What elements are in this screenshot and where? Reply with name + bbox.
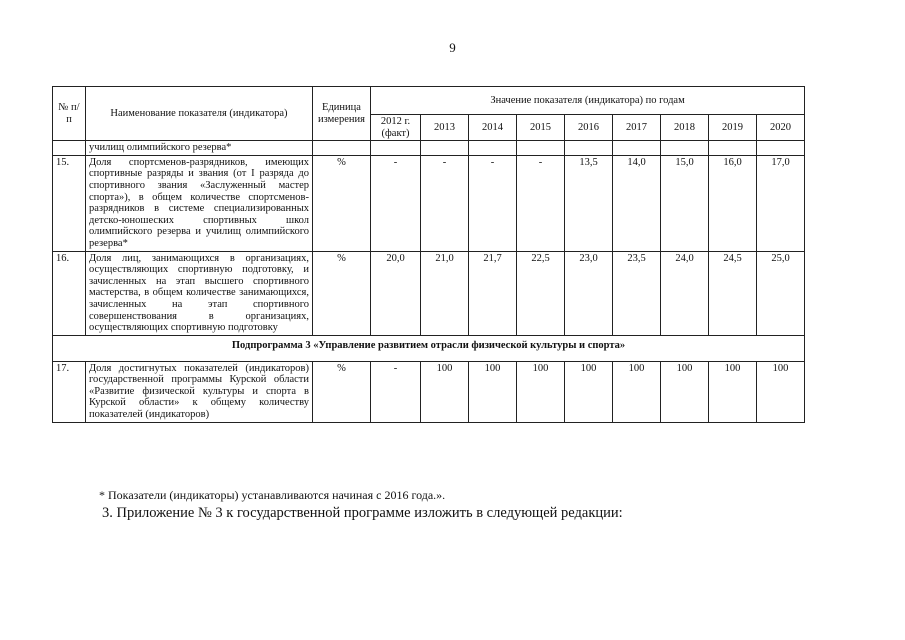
value-cell <box>613 141 661 156</box>
header-unit: Единица измерения <box>313 87 371 141</box>
row-number: 17. <box>53 361 86 422</box>
value-cell <box>371 141 421 156</box>
subprogram-row <box>53 335 805 361</box>
header-year: 2016 <box>565 115 613 141</box>
header-year: 2014 <box>469 115 517 141</box>
value-cell <box>661 141 709 156</box>
header-year: 2013 <box>421 115 469 141</box>
value-cell: 22,5 <box>517 251 565 335</box>
page-number: 9 <box>449 40 456 55</box>
footnote: * Показатели (индикаторы) устанавливаются начиная с 2016 года.». <box>99 488 446 502</box>
value-cell: 24,5 <box>709 251 757 335</box>
row-number: 15. <box>53 155 86 251</box>
unit-cell: % <box>313 361 371 422</box>
unit-cell <box>313 141 371 156</box>
unit-cell: % <box>313 251 371 335</box>
value-cell: 100 <box>613 361 661 422</box>
value-cell: 100 <box>661 361 709 422</box>
table-row <box>53 141 805 156</box>
value-cell: 100 <box>565 361 613 422</box>
value-cell: - <box>469 155 517 251</box>
value-cell <box>757 141 805 156</box>
value-cell: - <box>371 361 421 422</box>
header-year: 2018 <box>661 115 709 141</box>
value-cell: 100 <box>709 361 757 422</box>
value-cell: 100 <box>469 361 517 422</box>
indicators-table <box>52 86 805 423</box>
value-cell: - <box>371 155 421 251</box>
subprogram-heading: Подпрограмма 3 «Управление развитием отрасли физической культуры и спорта» <box>53 335 805 361</box>
instruction-paragraph: 3. Приложение № 3 к государственной программе изложить в следующей редакции: <box>102 505 623 521</box>
value-cell <box>469 141 517 156</box>
table-row <box>53 251 805 335</box>
indicator-name: Доля спортсменов-разрядников, имеющих спортивные разряды и звания (от I разряда до спортивного звания «Заслуженный мастер спорта»), в общем количестве спортсменов-разрядников в системе специализированных детско-юношеских спортивных школ олимпийского резерва и училищ олимпийского резерва* <box>86 155 313 251</box>
value-cell: 15,0 <box>661 155 709 251</box>
value-cell: 100 <box>517 361 565 422</box>
value-cell: - <box>421 155 469 251</box>
row-number: 16. <box>53 251 86 335</box>
value-cell: 14,0 <box>613 155 661 251</box>
value-cell: 23,5 <box>613 251 661 335</box>
value-cell: 100 <box>757 361 805 422</box>
value-cell: 21,0 <box>421 251 469 335</box>
indicator-name: училищ олимпийского резерва* <box>86 141 313 156</box>
header-num: № п/п <box>53 87 86 141</box>
header-year: 2020 <box>757 115 805 141</box>
value-cell: 24,0 <box>661 251 709 335</box>
value-cell <box>517 141 565 156</box>
header-year: 2015 <box>517 115 565 141</box>
value-cell: 17,0 <box>757 155 805 251</box>
value-cell <box>421 141 469 156</box>
header-year: 2017 <box>613 115 661 141</box>
value-cell: 21,7 <box>469 251 517 335</box>
value-cell: 16,0 <box>709 155 757 251</box>
value-cell: 13,5 <box>565 155 613 251</box>
value-cell <box>709 141 757 156</box>
value-cell: 100 <box>421 361 469 422</box>
header-name: Наименование показателя (индикатора) <box>86 87 313 141</box>
value-cell <box>565 141 613 156</box>
value-cell: 23,0 <box>565 251 613 335</box>
header-year: 2012 г. (факт) <box>371 115 421 141</box>
table-row <box>53 155 805 251</box>
header-row <box>53 87 805 115</box>
value-cell: 20,0 <box>371 251 421 335</box>
value-cell: 25,0 <box>757 251 805 335</box>
indicator-name: Доля лиц, занимающихся в организациях, осуществляющих спортивную подготовку, и зачисленных на этап высшего спортивного мастерства, в общем количестве занимающихся, зачисленных на этап спортивного совершенствования в организациях, осуществляющих спортивную подготовку <box>86 251 313 335</box>
header-year: 2019 <box>709 115 757 141</box>
table-row <box>53 361 805 422</box>
header-values-group: Значение показателя (индикатора) по годам <box>371 87 805 115</box>
value-cell: - <box>517 155 565 251</box>
unit-cell: % <box>313 155 371 251</box>
indicator-name: Доля достигнутых показателей (индикаторов) государственной программы Курской области «Развитие физической культуры и спорта в Курской области» к общему количеству показателей (индикаторов) <box>86 361 313 422</box>
row-number <box>53 141 86 156</box>
